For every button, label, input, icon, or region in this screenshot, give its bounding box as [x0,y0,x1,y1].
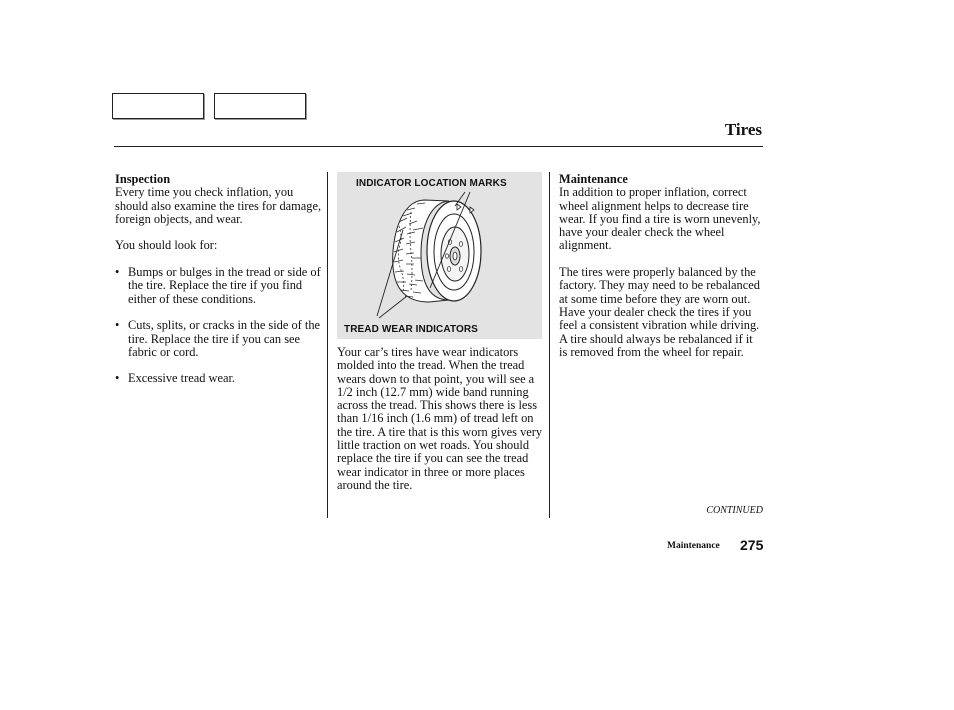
bullet-icon: • [115,265,120,280]
tread-wear-indicators-label: TREAD WEAR INDICATORS [344,324,478,335]
list-item [115,372,323,385]
page-title: Tires [724,120,762,139]
maintenance-column [559,173,763,359]
column-divider-1 [327,172,328,518]
nav-box-right[interactable] [214,93,306,119]
inspection-column [115,173,323,386]
footer-section-label: Maintenance [667,541,720,551]
maintenance-heading: Maintenance [559,172,628,186]
nav-box-left[interactable] [112,93,204,119]
inspection-heading: Inspection [115,172,171,186]
bullet-icon: • [115,318,120,333]
indicator-location-marks-label: INDICATOR LOCATION MARKS [356,178,507,189]
bullet-text: Excessive tread wear. [128,371,235,386]
list-item [115,319,323,359]
look-for-text: You should look for: [115,238,218,253]
title-rule [114,146,763,147]
bullet-text: Cuts, splits, or cracks in the side of the tire. Replace the tire if you can see fabric or cord. [128,318,321,359]
page-number: 275 [740,537,764,553]
tire-illustration [337,172,542,339]
list-item [115,266,323,306]
maintenance-para-2: The tires were properly balanced by the factory. They may need to be rebalanced at some time before they are worn out. Have your dealer check the tires if you feel a consistent vibration while driving. A tire should always be rebalanced if it is removed from the wheel for repair. [559,265,760,359]
column-divider-2 [549,172,550,518]
continued-label: CONTINUED [706,505,763,516]
bullet-icon: • [115,371,120,386]
maintenance-para-1: In addition to proper inflation, correct wheel alignment helps to decrease tire wear. If you find a tire is worn unevenly, have your dealer check the wheel alignment. [559,185,761,253]
inspection-intro: Every time you check inflation, you should also examine the tires for damage, foreign objects, and wear. [115,185,322,226]
tire-icon [337,172,542,339]
bullet-text: Bumps or bulges in the tread or side of the tire. Replace the tire if you find either of these conditions. [128,265,321,306]
wear-indicator-text: Your car’s tires have wear indicators molded into the tread. When the tread wears down to that point, you will see a 1/2 inch (12.7 mm) wide band running across the tread. This shows there is less than 1/16 inch (1.6 mm) of tread left on the tire. A tire that is this worn gives very little traction on wet roads. You should replace the tire if you can see the tread wear indicator in three or more places around the tire. [337,345,543,492]
